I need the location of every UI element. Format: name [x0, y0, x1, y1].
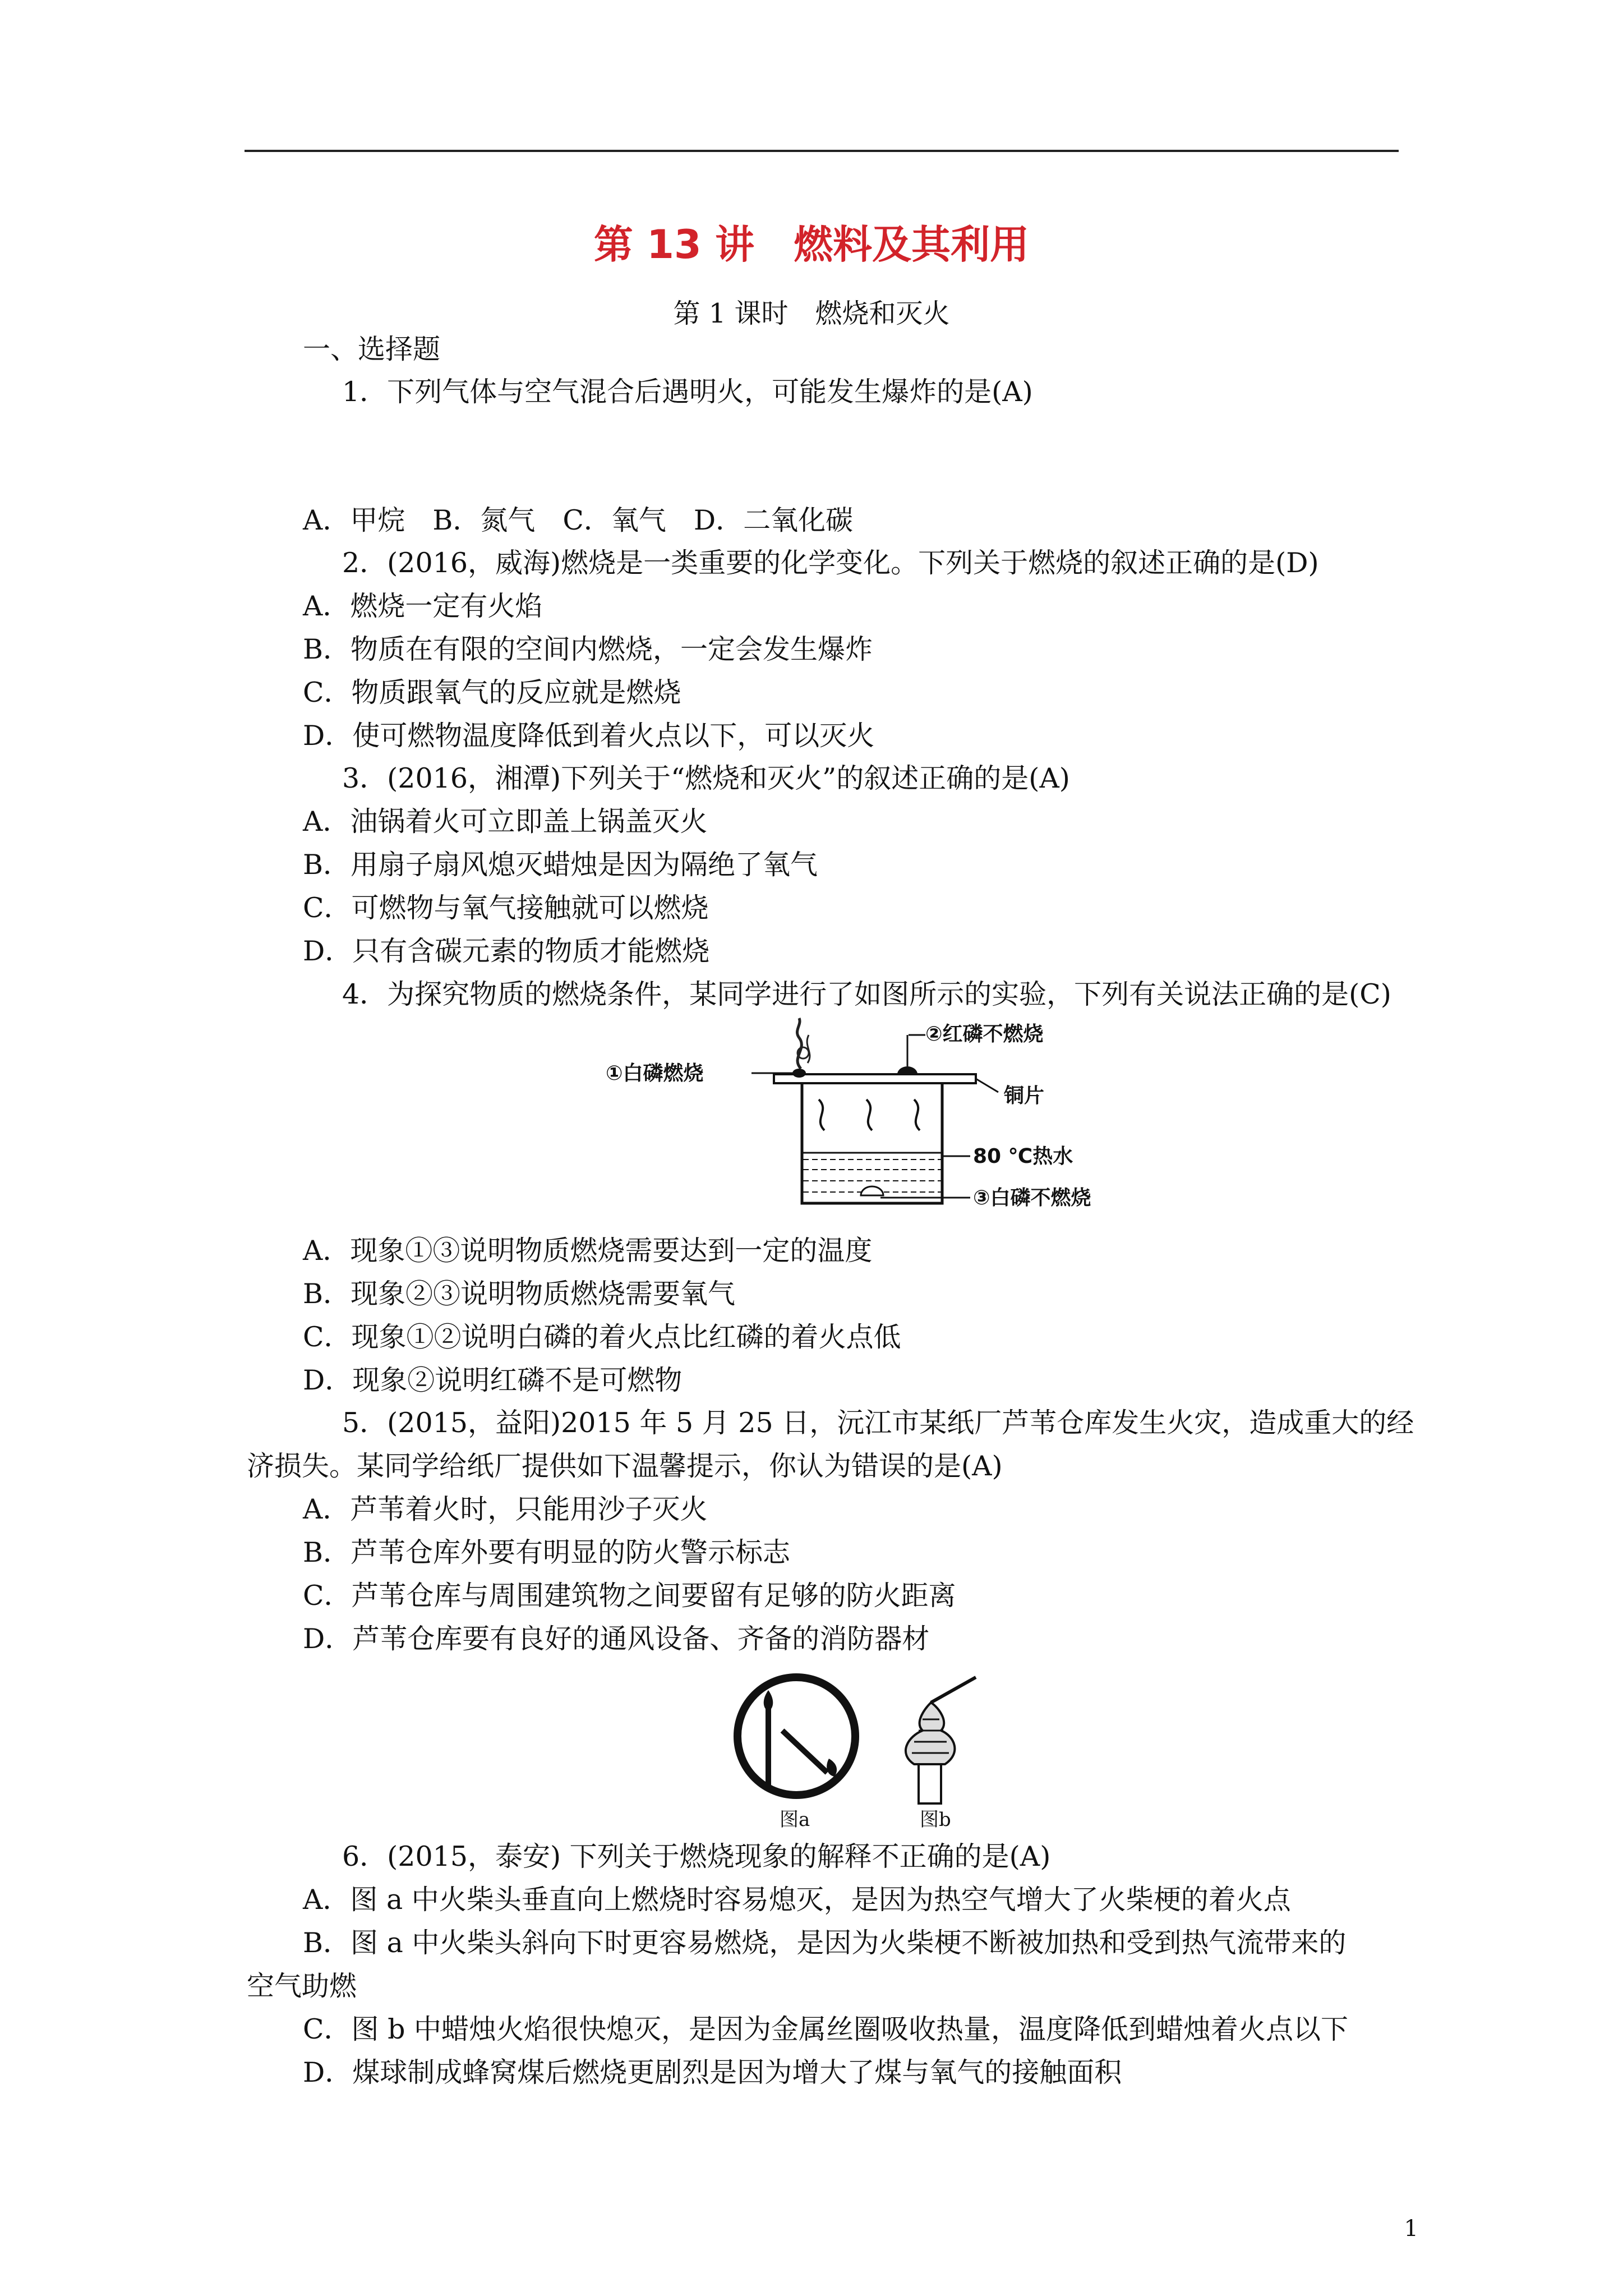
q5-option-b: B．芦苇仓库外要有明显的防火警示标志 [303, 1536, 791, 1568]
q6-option-b-line1: B．图 a 中火柴头斜向下时更容易燃烧，是因为火柴梗不断被加热和受到热气流带来的 [303, 1927, 1347, 1959]
q4-stem: 4．为探究物质的燃烧条件，某同学进行了如图所示的实验，下列有关说法正确的是(C) [342, 978, 1391, 1010]
label-copper: 铜片 [1004, 1084, 1045, 1107]
q2-option-a: A．燃烧一定有火焰 [303, 590, 543, 622]
smoke-icon [797, 1018, 801, 1069]
figure-a-circle [737, 1677, 855, 1795]
q5-stem-line1: 5．(2015，益阳)2015 年 5 月 25 日，沅江市某纸厂芦苇仓库发生火灾，造成重大的经 [342, 1407, 1414, 1439]
label-red-phosphorus: ②红磷不燃烧 [925, 1023, 1044, 1046]
candle [919, 1764, 941, 1803]
q3-option-b: B．用扇子扇风熄灭蜡烛是因为隔绝了氧气 [303, 849, 818, 881]
q3-stem: 3．(2016，湘潭)下列关于“燃烧和灭火”的叙述正确的是(A) [342, 762, 1070, 794]
flame-icon [827, 1759, 837, 1777]
label-figure-a: 图a [780, 1809, 810, 1831]
q1-options: A．甲烷 B．氮气 C．氧气 D．二氧化碳 [303, 504, 854, 536]
q4-option-c: C．现象①②说明白磷的着火点比红磷的着火点低 [303, 1321, 901, 1353]
match-candle-figure [729, 1669, 998, 1829]
flame-icon [764, 1690, 773, 1711]
section-heading: 一、选择题 [303, 333, 441, 365]
header-rule [245, 150, 1399, 152]
q6-stem: 6．(2015，泰安) 下列关于燃烧现象的解释不正确的是(A) [342, 1841, 1051, 1872]
beaker [802, 1083, 942, 1203]
q6-option-c: C．图 b 中蜡烛火焰很快熄灭，是因为金属丝圈吸收热量，温度降低到蜡烛着火点以下 [303, 2013, 1349, 2045]
q4-option-a: A．现象①③说明物质燃烧需要达到一定的温度 [303, 1235, 873, 1267]
wire-coil [906, 1703, 955, 1764]
q5-option-c: C．芦苇仓库与周围建筑物之间要留有足够的防火距离 [303, 1580, 956, 1612]
page-title: 第 13 讲 燃料及其利用 [593, 222, 1030, 268]
label-figure-b: 图b [920, 1809, 951, 1831]
q2-option-b: B．物质在有限的空间内燃烧，一定会发生爆炸 [303, 633, 873, 665]
page-subtitle: 第 1 课时 燃烧和灭火 [673, 298, 950, 329]
q4-option-b: B．现象②③说明物质燃烧需要氧气 [303, 1278, 736, 1310]
q2-option-d: D．使可燃物温度降低到着火点以下，可以灭火 [303, 720, 875, 752]
q5-option-d: D．芦苇仓库要有良好的通风设备、齐备的消防器材 [303, 1623, 930, 1655]
q3-option-a: A．油锅着火可立即盖上锅盖灭火 [303, 806, 708, 838]
q5-stem-line2: 济损失。某同学给纸厂提供如下温馨提示，你认为错误的是(A) [247, 1450, 1003, 1482]
q6-option-a: A．图 a 中火柴头垂直向上燃烧时容易熄灭，是因为热空气增大了火柴梗的着火点 [303, 1884, 1291, 1916]
q6-option-d: D．煤球制成蜂窝煤后燃烧更剧烈是因为增大了煤与氧气的接触面积 [303, 2056, 1122, 2088]
label-white-phosphorus: ①白磷燃烧 [606, 1062, 704, 1085]
label-hot-water: 80 ℃热水 [973, 1145, 1073, 1168]
phosphorus-experiment-figure [606, 1018, 1091, 1226]
page-number: 1 [1404, 2216, 1418, 2242]
label-underwater-phosphorus: ③白磷不燃烧 [973, 1186, 1091, 1209]
q2-option-c: C．物质跟氧气的反应就是燃烧 [303, 677, 681, 708]
q2-stem: 2．(2016，威海)燃烧是一类重要的化学变化。下列关于燃烧的叙述正确的是(D) [342, 547, 1319, 579]
q4-option-d: D．现象②说明红磷不是可燃物 [303, 1364, 683, 1396]
q5-option-a: A．芦苇着火时，只能用沙子灭火 [303, 1493, 708, 1525]
q3-option-d: D．只有含碳元素的物质才能燃烧 [303, 935, 710, 967]
q6-option-b-line2: 空气助燃 [247, 1970, 357, 2002]
q1-stem: 1．下列气体与空气混合后遇明火，可能发生爆炸的是(A) [342, 376, 1033, 408]
q3-option-c: C．可燃物与氧气接触就可以燃烧 [303, 892, 709, 924]
